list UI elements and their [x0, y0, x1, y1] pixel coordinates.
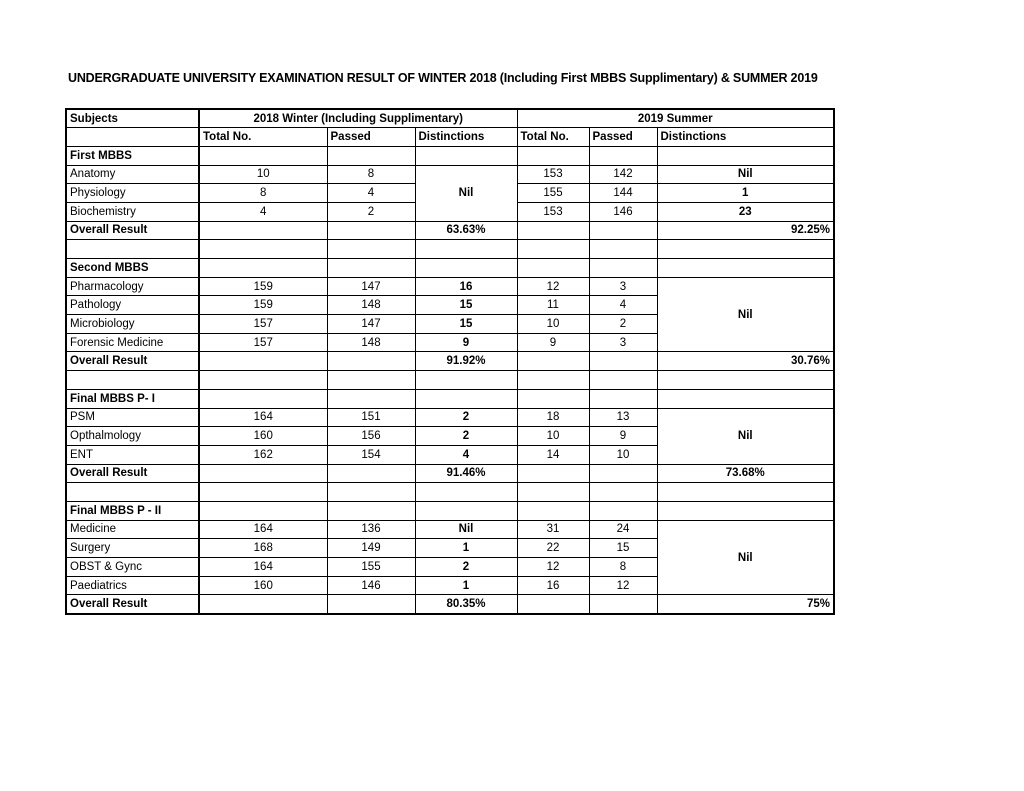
- results-table: [65, 108, 835, 615]
- blank-cell: [415, 371, 517, 390]
- summer-overall-cell: 75%: [657, 595, 834, 614]
- subject-cell: Forensic Medicine: [66, 333, 199, 352]
- summer-passed-cell: 9: [589, 427, 657, 446]
- winter-total-cell: 164: [199, 558, 327, 577]
- winter-overall-cell: 63.63%: [415, 221, 517, 240]
- blank-cell: [199, 371, 327, 390]
- blank-cell: [517, 389, 589, 408]
- winter-distinctions-cell: 16: [415, 277, 517, 296]
- winter-total-cell: 160: [199, 427, 327, 446]
- winter-passed-cell: 149: [327, 539, 415, 558]
- blank-cell: [66, 128, 199, 147]
- winter-passed-cell: 147: [327, 277, 415, 296]
- summer-total-cell: 153: [517, 202, 589, 221]
- summer-passed-cell: 24: [589, 520, 657, 539]
- spacer-row: [66, 240, 834, 259]
- winter-group-header: 2018 Winter (Including Supplimentary): [199, 109, 517, 128]
- blank-cell: [327, 259, 415, 278]
- summer-total-cell: 12: [517, 277, 589, 296]
- winter-total-cell: 4: [199, 202, 327, 221]
- section-heading: First MBBS: [66, 146, 199, 165]
- subject-cell: OBST & Gync: [66, 558, 199, 577]
- table-row: [66, 165, 834, 184]
- winter-distinctions-cell: 4: [415, 445, 517, 464]
- winter-passed-cell: 136: [327, 520, 415, 539]
- summer-passed-cell: 15: [589, 539, 657, 558]
- winter-total-cell: 164: [199, 408, 327, 427]
- section-heading: Second MBBS: [66, 259, 199, 278]
- blank-cell: [517, 371, 589, 390]
- summer-group-header: 2019 Summer: [517, 109, 834, 128]
- blank-cell: [657, 483, 834, 502]
- summer-distinctions-cell: Nil: [657, 277, 834, 352]
- subject-cell: Biochemistry: [66, 202, 199, 221]
- summer-total-cell: 9: [517, 333, 589, 352]
- blank-cell: [327, 240, 415, 259]
- blank-cell: [517, 259, 589, 278]
- winter-distinctions-header: Distinctions: [415, 128, 517, 147]
- header-row-groups: [66, 109, 834, 128]
- blank-cell: [589, 389, 657, 408]
- subject-cell: Pathology: [66, 296, 199, 315]
- summer-passed-cell: 142: [589, 165, 657, 184]
- blank-cell: [199, 240, 327, 259]
- subject-cell: Physiology: [66, 184, 199, 203]
- winter-distinctions-cell: 9: [415, 333, 517, 352]
- blank-cell: [199, 483, 327, 502]
- blank-cell: [589, 501, 657, 520]
- summer-passed-cell: 8: [589, 558, 657, 577]
- spacer-row: [66, 483, 834, 502]
- blank-cell: [327, 595, 415, 614]
- blank-cell: [327, 389, 415, 408]
- blank-cell: [517, 352, 589, 371]
- winter-distinctions-cell: Nil: [415, 520, 517, 539]
- blank-cell: [517, 501, 589, 520]
- blank-cell: [66, 240, 199, 259]
- blank-cell: [657, 259, 834, 278]
- summer-overall-cell: 30.76%: [657, 352, 834, 371]
- summer-passed-header: Passed: [589, 128, 657, 147]
- blank-cell: [415, 146, 517, 165]
- blank-cell: [589, 221, 657, 240]
- blank-cell: [517, 146, 589, 165]
- summer-total-cell: 10: [517, 427, 589, 446]
- blank-cell: [657, 240, 834, 259]
- winter-total-cell: 157: [199, 333, 327, 352]
- overall-result-row: [66, 595, 834, 614]
- winter-overall-cell: 80.35%: [415, 595, 517, 614]
- winter-distinctions-cell: 1: [415, 539, 517, 558]
- summer-passed-cell: 4: [589, 296, 657, 315]
- winter-total-cell: 159: [199, 296, 327, 315]
- winter-passed-cell: 155: [327, 558, 415, 577]
- blank-cell: [589, 464, 657, 483]
- winter-overall-cell: 91.46%: [415, 464, 517, 483]
- overall-result-label: Overall Result: [66, 595, 199, 614]
- blank-cell: [415, 259, 517, 278]
- summer-total-cell: 16: [517, 576, 589, 595]
- summer-overall-cell: 73.68%: [657, 464, 834, 483]
- blank-cell: [199, 389, 327, 408]
- winter-total-cell: 164: [199, 520, 327, 539]
- winter-distinctions-cell: 15: [415, 296, 517, 315]
- blank-cell: [327, 146, 415, 165]
- blank-cell: [415, 501, 517, 520]
- blank-cell: [415, 483, 517, 502]
- blank-cell: [589, 352, 657, 371]
- summer-passed-cell: 2: [589, 315, 657, 334]
- winter-passed-cell: 2: [327, 202, 415, 221]
- section-heading-row: [66, 259, 834, 278]
- blank-cell: [657, 389, 834, 408]
- summer-passed-cell: 144: [589, 184, 657, 203]
- blank-cell: [327, 501, 415, 520]
- table-row: [66, 520, 834, 539]
- summer-passed-cell: 3: [589, 277, 657, 296]
- header-row-columns: [66, 128, 834, 147]
- winter-total-cell: 162: [199, 445, 327, 464]
- table-row: [66, 408, 834, 427]
- summer-total-cell: 11: [517, 296, 589, 315]
- winter-total-cell: 160: [199, 576, 327, 595]
- winter-total-cell: 8: [199, 184, 327, 203]
- section-heading-row: [66, 501, 834, 520]
- blank-cell: [199, 221, 327, 240]
- blank-cell: [589, 371, 657, 390]
- subject-cell: Medicine: [66, 520, 199, 539]
- overall-result-row: [66, 352, 834, 371]
- overall-result-row: [66, 464, 834, 483]
- blank-cell: [327, 464, 415, 483]
- section-heading-row: [66, 389, 834, 408]
- summer-distinctions-header: Distinctions: [657, 128, 834, 147]
- winter-distinctions-cell: 2: [415, 558, 517, 577]
- blank-cell: [199, 146, 327, 165]
- summer-passed-cell: 12: [589, 576, 657, 595]
- blank-cell: [327, 221, 415, 240]
- blank-cell: [657, 371, 834, 390]
- blank-cell: [199, 352, 327, 371]
- winter-distinctions-cell: 15: [415, 315, 517, 334]
- winter-passed-cell: 4: [327, 184, 415, 203]
- blank-cell: [415, 240, 517, 259]
- table-row: [66, 277, 834, 296]
- spacer-row: [66, 371, 834, 390]
- subject-cell: Opthalmology: [66, 427, 199, 446]
- blank-cell: [657, 501, 834, 520]
- summer-total-cell: 12: [517, 558, 589, 577]
- blank-cell: [589, 595, 657, 614]
- winter-passed-cell: 148: [327, 296, 415, 315]
- summer-total-cell: 14: [517, 445, 589, 464]
- overall-result-label: Overall Result: [66, 221, 199, 240]
- winter-distinctions-cell: 2: [415, 408, 517, 427]
- blank-cell: [517, 483, 589, 502]
- blank-cell: [517, 464, 589, 483]
- subject-cell: Surgery: [66, 539, 199, 558]
- blank-cell: [589, 240, 657, 259]
- winter-passed-cell: 8: [327, 165, 415, 184]
- blank-cell: [66, 483, 199, 502]
- blank-cell: [199, 259, 327, 278]
- winter-passed-cell: 154: [327, 445, 415, 464]
- subject-cell: Anatomy: [66, 165, 199, 184]
- winter-total-cell: 10: [199, 165, 327, 184]
- summer-distinctions-cell: 23: [657, 202, 834, 221]
- document-title: UNDERGRADUATE UNIVERSITY EXAMINATION RESULT OF WINTER 2018 (Including First MBBS Supplimentary) & SUMMER 2019: [68, 71, 818, 85]
- summer-total-cell: 10: [517, 315, 589, 334]
- summer-total-header: Total No.: [517, 128, 589, 147]
- overall-result-label: Overall Result: [66, 464, 199, 483]
- summer-passed-cell: 3: [589, 333, 657, 352]
- blank-cell: [66, 371, 199, 390]
- winter-passed-cell: 156: [327, 427, 415, 446]
- section-heading: Final MBBS P- I: [66, 389, 199, 408]
- blank-cell: [199, 501, 327, 520]
- blank-cell: [415, 389, 517, 408]
- subject-cell: PSM: [66, 408, 199, 427]
- blank-cell: [589, 146, 657, 165]
- overall-result-row: [66, 221, 834, 240]
- summer-total-cell: 18: [517, 408, 589, 427]
- winter-total-cell: 157: [199, 315, 327, 334]
- summer-total-cell: 31: [517, 520, 589, 539]
- winter-distinctions-cell: 1: [415, 576, 517, 595]
- winter-overall-cell: 91.92%: [415, 352, 517, 371]
- section-heading-row: [66, 146, 834, 165]
- blank-cell: [327, 371, 415, 390]
- summer-total-cell: 22: [517, 539, 589, 558]
- winter-total-cell: 159: [199, 277, 327, 296]
- winter-passed-header: Passed: [327, 128, 415, 147]
- summer-distinctions-cell: Nil: [657, 165, 834, 184]
- blank-cell: [327, 352, 415, 371]
- winter-distinctions-cell: 2: [415, 427, 517, 446]
- overall-result-label: Overall Result: [66, 352, 199, 371]
- summer-distinctions-cell: 1: [657, 184, 834, 203]
- subjects-header: Subjects: [66, 109, 199, 128]
- winter-passed-cell: 146: [327, 576, 415, 595]
- blank-cell: [517, 595, 589, 614]
- section-heading: Final MBBS P - II: [66, 501, 199, 520]
- blank-cell: [589, 483, 657, 502]
- winter-distinctions-cell: Nil: [415, 165, 517, 221]
- blank-cell: [517, 221, 589, 240]
- winter-total-header: Total No.: [199, 128, 327, 147]
- subject-cell: Paediatrics: [66, 576, 199, 595]
- summer-total-cell: 155: [517, 184, 589, 203]
- summer-passed-cell: 13: [589, 408, 657, 427]
- blank-cell: [199, 464, 327, 483]
- winter-passed-cell: 148: [327, 333, 415, 352]
- summer-passed-cell: 146: [589, 202, 657, 221]
- blank-cell: [589, 259, 657, 278]
- blank-cell: [517, 240, 589, 259]
- summer-overall-cell: 92.25%: [657, 221, 834, 240]
- blank-cell: [199, 595, 327, 614]
- summer-distinctions-cell: Nil: [657, 520, 834, 595]
- summer-distinctions-cell: Nil: [657, 408, 834, 464]
- winter-passed-cell: 147: [327, 315, 415, 334]
- summer-passed-cell: 10: [589, 445, 657, 464]
- blank-cell: [327, 483, 415, 502]
- blank-cell: [657, 146, 834, 165]
- winter-passed-cell: 151: [327, 408, 415, 427]
- summer-total-cell: 153: [517, 165, 589, 184]
- subject-cell: Microbiology: [66, 315, 199, 334]
- subject-cell: ENT: [66, 445, 199, 464]
- subject-cell: Pharmacology: [66, 277, 199, 296]
- winter-total-cell: 168: [199, 539, 327, 558]
